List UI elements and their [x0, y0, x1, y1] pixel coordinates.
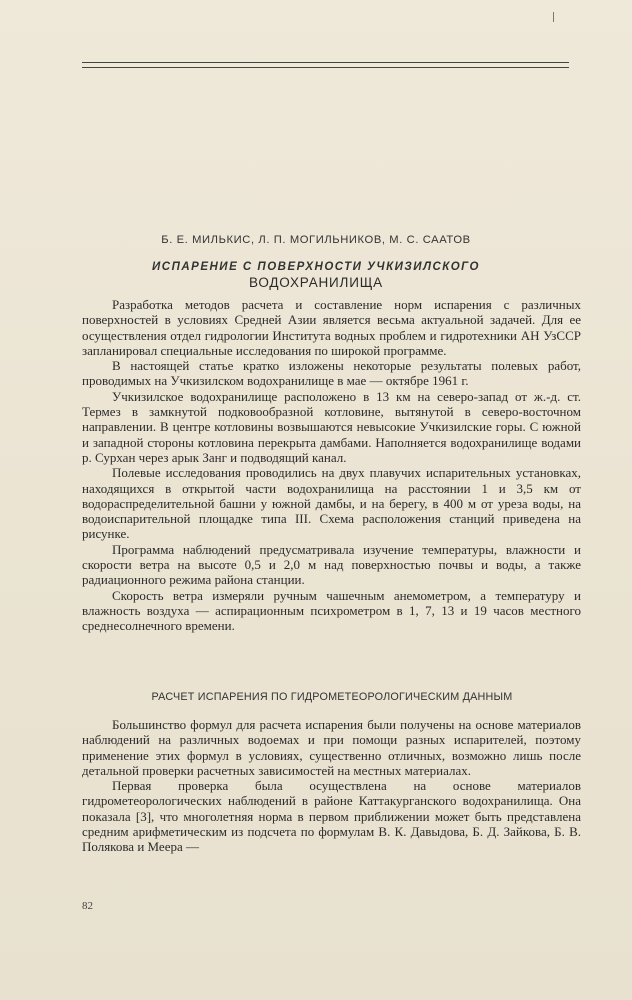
- paragraph: Большинство формул для расчета испарения были получены на основе материалов наблюдений на различных водоемах и при помощи разных испарителей, поэтому применение этих формул в условиях, существенно отличных, возможно лишь после детальной проверки расчетных зависимостей на местных материалах.: [82, 717, 581, 778]
- paragraph: В настоящей статье кратко изложены некоторые результаты полевых работ, проводимых на Учкизилском водохранилище в мае — октябре 1961 г.: [82, 358, 581, 389]
- margin-mark: [553, 12, 554, 22]
- paragraph: Программа наблюдений предусматривала изучение температуры, влажности и скорости ветра на высоте 0,5 и 2,0 м над поверхностью почвы и воды, а также радиационного режима района станции.: [82, 541, 581, 588]
- paragraph: Первая проверка была осуществлена на основе материалов гидрометеорологических наблюдений в районе Каттакурганского водохранилища. Она показала [3], что многолетняя норма в первом приближении может быть представлена средним арифметическим из подсчета по формулам В. К. Давыдова, Б. Д. Зайкова, Б. В. Полякова и Меера —: [82, 778, 581, 855]
- article-title-line2: ВОДОХРАНИЛИЩА: [249, 275, 383, 290]
- article-authors: Б. Е. МИЛЬКИС, Л. П. МОГИЛЬНИКОВ, М. С. СААТОВ: [161, 234, 471, 246]
- paragraph: Скорость ветра измеряли ручным чашечным анемометром, а температуру и влажность воздуха — аспирационным психрометром в 1, 7, 13 и 19 часов местного среднесолнечного времени.: [82, 587, 581, 634]
- paragraph: Полевые исследования проводились на двух плавучих испарительных установках, находящихся в открытой части водохранилища на расстоянии 1 и 3,5 км от водораспределительной башни у южной дамбы, и на берегу, в 400 м от уреза воды, на водоиспарительной площадке типа III. Схема расположения станций приведена на рисунке.: [82, 465, 581, 542]
- paragraph: Разработка методов расчета и составление норм испарения с различных поверхностей в условиях Средней Азии является весьма актуальной задачей. Для ее осуществления отдел гидрологии Института водных проблем и гидротехники АН УзССР запланировал специальные исследования по широкой программе.: [82, 297, 581, 358]
- page-number: 82: [82, 900, 93, 912]
- section-heading: РАСЧЕТ ИСПАРЕНИЯ ПО ГИДРОМЕТЕОРОЛОГИЧЕСКИМ ДАННЫМ: [151, 691, 513, 703]
- header-rule-thin: [82, 67, 569, 68]
- section-text: [82, 717, 581, 855]
- article-title-line1: ИСПАРЕНИЕ С ПОВЕРХНОСТИ УЧКИЗИЛСКОГО: [152, 261, 480, 273]
- header-rule: [82, 62, 569, 63]
- intro-text: [82, 297, 581, 634]
- paragraph: Учкизилское водохранилище расположено в 13 км на северо-запад от ж.-д. ст. Термез в замкнутой подковообразной котловине, вытянутой в северо-восточном направлении. В центре котловины возвышаются невысокие Учкизилские горы. С южной и западной стороны котловина перекрыта дамбами. Наполняется водохранилище водами р. Сурхан через арык Занг и подводящий канал.: [82, 388, 581, 465]
